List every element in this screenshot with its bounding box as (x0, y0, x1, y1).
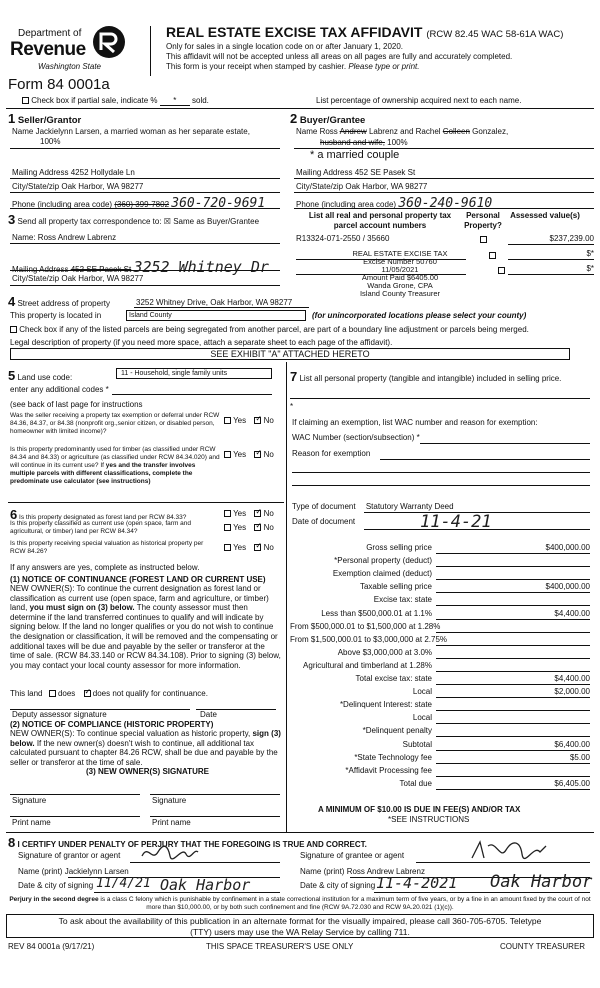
question-exemption: Was the seller receiving a property tax exemption or deferral under RCW 84.36, 84.37, or 84.38 (nonprofit org.,senior citizen, or disabled person, homeowner with limited income)? (10, 412, 220, 435)
seller-city: City/State/zip Oak Harbor, WA 98277 (12, 182, 144, 191)
notice1-body: NEW OWNER(S): To continue the current designation as forest land or classification as current use (open space, farm and agriculture, or timber) land, you must sign on (3) below. The county assessor must then determine if the land transferred continues to qualify and will indicate by signing below. If the land no longer qualifies or you do not wish to continue the designation or classification, it will be removed and the compensating or additional taxes will be due and payable by the seller or transferor at the time of sale. (RCW 84.33.140 or RCW 84.34.108). Prior to signing (3) below, you may contact your local county assessor for more information. (10, 584, 281, 670)
assessed-value-1: $237,239.00 (549, 234, 594, 243)
calc-label: Local (412, 687, 432, 697)
certify-heading: 8 I CERTIFY UNDER PENALTY OF PERJURY THAT THE FOREGOING IS TRUE AND CORRECT. (8, 835, 367, 850)
owner-signature-label-1: Signature (12, 796, 47, 805)
land-use-select[interactable]: 11 - Household, single family units (116, 368, 272, 379)
personal-checkbox-3[interactable] (498, 267, 505, 274)
partial-sale-row: Check box if partial sale, indicate % * sold. (22, 96, 209, 106)
availability-box: To ask about the availability of this publication in an alternate format for the visually impaired, please call 360-705-6705. Teletype (TTY) users may use the WA Relay Service by calling 711. (6, 914, 594, 938)
grantee-name: Name (print) Ross Andrew Labrenz (300, 867, 425, 876)
form-title: REAL ESTATE EXCISE TAX AFFIDAVIT (RCW 82.45 WAC 58-61A WAC) (166, 24, 564, 40)
parcel-header: List all real and personal property tax parcel account numbers (308, 211, 452, 230)
corr-address: Mailing Address 452 SE Pasek St 3252 Whitney Dr (12, 258, 269, 276)
q1-no[interactable] (254, 417, 261, 424)
q6b-no[interactable] (254, 524, 261, 531)
deputy-label: Deputy assessor signature (12, 710, 107, 719)
grantor-date-city: Date & city of signing (18, 881, 94, 890)
note-1: Only for sales in a single location code on or after January 1, 2020. (166, 42, 404, 51)
calc-value: $6,400.00 (554, 739, 590, 749)
owner-print-label-2: Print name (152, 818, 191, 827)
calc-label: *State Technology fee (354, 752, 432, 762)
additional-codes: enter any additional codes * (10, 385, 109, 394)
q6b-options: Yes ✓ No (224, 523, 274, 532)
corr-heading: 3 Send all property tax correspondence to: ☒ Same as Buyer/Grantee (8, 212, 260, 227)
note-2: This affidavit will not be accepted unless all areas on all pages are fully and accurately completed. (166, 52, 513, 61)
ownership-note: List percentage of ownership acquired next to each name. (316, 96, 522, 105)
seller-heading: 1 Seller/Grantor (8, 111, 82, 126)
agency-line1: Department of (18, 28, 82, 39)
q2-options: Yes ✓ No (224, 450, 274, 459)
see-instructions: *SEE INSTRUCTIONS (388, 815, 470, 824)
grantor-name: Name (print) Jackielynn Larsen (18, 867, 129, 876)
question-current-use: Is this property classified as current use (open space, farm and agricultural, or timber) land per RCW 84.34? (10, 520, 192, 535)
minimum-due: A MINIMUM OF $10.00 IS DUE IN FEE(S) AND/OR TAX (318, 805, 521, 814)
q6a-no[interactable] (254, 510, 261, 517)
treasurer-stamp: REAL ESTATE EXCISE TAX Excise Number 50760 11/05/2021 Amount Paid $6405.00 Wanda Grone, CPA Island County Treasurer (352, 249, 448, 298)
street-address-row: 4 Street address of property (8, 294, 110, 309)
calc-label: From $1,500,000.01 to $3,000,000 at 2.75% (290, 634, 448, 644)
personal-property-star: * (290, 402, 294, 411)
grantee-signature (470, 838, 550, 864)
calc-label: *Personal property (deduct) (334, 556, 432, 566)
perjury-notice: Perjury in the second degree is a class C felony which is punishable by confinement in a state correctional institution for a maximum term of five years, or by a fine in an amount fixed by the court of not more than $10,000.00, or by both such confinement and fine (RCW 9A.72.030 and RCW 9A.20.021 (1)(c)). (9, 896, 591, 911)
street-address-value: 3252 Whitney Drive, Oak Harbor, WA 98277 (136, 298, 293, 307)
personal-header: Personal Property? (464, 211, 502, 230)
buyer-heading: 2 Buyer/Grantee (290, 111, 366, 126)
calc-label: *Delinquent Interest: state (339, 700, 432, 710)
buyer-name: Name Ross Andrew Labrenz and Rachel Colleen Gonzalez, (296, 127, 509, 136)
buyer-city: City/State/zip Oak Harbor, WA 98277 (296, 182, 428, 191)
buyer-married: * a married couple (310, 149, 400, 161)
doc-date: Date of document (292, 517, 356, 526)
calc-value: $4,400.00 (554, 674, 590, 683)
form-number: Form 84 0001a (8, 76, 110, 93)
footer-space: THIS SPACE TREASURER'S USE ONLY (206, 942, 354, 951)
calc-label: Less than $500,000.01 at 1.1% (321, 608, 432, 618)
calc-label: *Affidavit Processing fee (345, 765, 432, 775)
grantor-date: 11/4/21 (96, 876, 151, 891)
reason-exemption: Reason for exemption (292, 449, 371, 458)
new-owner-heading: (3) NEW OWNER(S) SIGNATURE (86, 767, 209, 776)
notice1-heading: (1) NOTICE OF CONTINUANCE (FOREST LAND OR CURRENT USE) (10, 575, 266, 584)
calc-label: Total excise tax: state (355, 674, 432, 683)
revenue-logo-icon (92, 24, 126, 60)
owner-signature-label-2: Signature (152, 796, 187, 805)
deputy-date-label: Date (200, 710, 217, 719)
q2-no[interactable] (254, 451, 261, 458)
calc-value: $4,400.00 (554, 608, 590, 618)
q6c-yes[interactable] (224, 544, 231, 551)
q6c-options: Yes ✓ No (224, 543, 274, 552)
location-label: This property is located in (10, 311, 102, 320)
notice2-body: NEW OWNER(S): To continue special valuation as historic property, sign (3) below. If the new owner(s) doesn't wish to continue, all additional tax calculated pursuant to chapter 84.26 RCW, shall be due and payable by the seller or transferor at the time of sale. (10, 729, 281, 767)
calc-value: $400,000.00 (545, 582, 590, 592)
legal-description: SEE EXHIBIT "A" ATTACHED HERETO (10, 348, 570, 360)
grantee-city: Oak Harbor (490, 872, 593, 892)
q6c-no[interactable] (254, 544, 261, 551)
seller-name: Name Jackielynn Larsen, a married woman as her separate estate, (12, 127, 250, 136)
grantee-date: 11-4-2021 (376, 874, 458, 892)
calc-label: Excise tax: state (373, 595, 432, 605)
q6a-options: Yes ✓ No (224, 509, 274, 518)
wac-number: WAC Number (section/subsection) * (292, 433, 420, 442)
q2-yes[interactable] (224, 451, 231, 458)
segregated-row: Check box if any of the listed parcels are being segregated from another parcel, are part of a boundary line adjustment or parcels being merged. (10, 325, 529, 334)
seller-phone: Phone (including area code) (360) 399-7802 360-720-9691 (12, 196, 266, 211)
calc-label: Local (412, 713, 432, 723)
calc-label: Subtotal (402, 739, 432, 749)
exemption-label: If claiming an exemption, list WAC number and reason for exemption: (292, 418, 538, 427)
seller-pct: 100% (40, 137, 61, 146)
buyer-line2: husband and wife, 100% (320, 138, 408, 147)
buyer-address: Mailing Address 452 SE Pasek St (296, 168, 416, 177)
buyer-phone: Phone (including area code) 360-240-9610 (296, 196, 493, 211)
assessed-header: Assessed value(s) (510, 211, 580, 220)
segregated-checkbox[interactable] (10, 326, 17, 333)
calc-label: Exemption claimed (deduct) (332, 569, 432, 579)
q6b-yes[interactable] (224, 524, 231, 531)
personal-property-label: 7 List all personal property (tangible and intangible) included in selling price. (290, 369, 562, 384)
calc-label: Agricultural and timberland at 1.28% (303, 660, 432, 670)
calc-label: Above $3,000,000 at 3.0% (337, 647, 432, 657)
q1-yes[interactable] (224, 417, 231, 424)
personal-checkbox-1[interactable] (480, 236, 487, 243)
legal-label: Legal description of property (if you need more space, attach a separate sheet to each page of the affidavit). (10, 338, 393, 347)
corr-name: Name: Ross Andrew Labrenz (12, 233, 117, 242)
question-timber: Is this property predominantly used for timber (as classified under RCW 84.34 and 84.33) or agriculture (as classified under RCW 84.34.020) and will continue in its current use? If yes and the transfer involves multiple parcels with different classifications, complete the predominate use calculator (see instructions) (10, 446, 220, 485)
question-forest: 6 Is this property designated as forest land per RCW 84.33? (10, 507, 187, 522)
calc-value: $6,405.00 (554, 778, 590, 788)
grantor-sig-label: Signature of grantor or agent (18, 851, 121, 860)
owner-print-label-1: Print name (12, 818, 51, 827)
calc-value: $400,000.00 (545, 543, 590, 552)
grantor-city: Oak Harbor (160, 876, 251, 894)
footer-county: COUNTY TREASURER (500, 942, 586, 951)
question-historic: Is this property receiving special valuation as historical property per RCW 84.26? (10, 540, 204, 555)
calc-label: Total due (399, 778, 432, 788)
parcel-row-1: R13324-071-2550 / 35660 (296, 234, 390, 243)
location-note: (for unincorporated locations please select your county) (312, 311, 527, 320)
see-back-note: (see back of last page for instructions (10, 400, 143, 409)
continuance-row: This land does ✓ does not qualify for continuance. (10, 689, 208, 698)
agency-line3: Washington State (38, 62, 102, 71)
checked-mark-icon: ☒ (163, 217, 171, 226)
doc-type: Type of document Statutory Warranty Deed (292, 502, 454, 511)
q6a-yes[interactable] (224, 510, 231, 517)
calc-label: From $500,000.01 to $1,500,000 at 1.28% (290, 621, 441, 631)
does-checkbox[interactable] (49, 690, 56, 697)
assessed-value-2: $* (586, 249, 594, 258)
agency-line2: Revenue (10, 39, 86, 60)
partial-sale-checkbox[interactable] (22, 97, 29, 104)
note-3: This form is your receipt when stamped by cashier. Please type or print. (166, 62, 420, 71)
calc-label: Taxable selling price (359, 582, 432, 592)
grantor-signature (140, 842, 200, 864)
calc-label: *Delinquent penalty (362, 726, 432, 736)
calc-value: $5.00 (569, 752, 590, 762)
calc-value: $2,000.00 (554, 687, 590, 697)
assessed-value-3: $* (586, 264, 594, 273)
corr-city: City/State/zip Oak Harbor, WA 98277 (12, 274, 144, 283)
grantee-date-city: Date & city of signing (300, 881, 376, 890)
any-yes-note: If any answers are yes, complete as instructed below. (10, 563, 200, 572)
doc-date-value: 11-4-21 (420, 512, 492, 532)
grantee-sig-label: Signature of grantee or agent (300, 851, 405, 860)
notice2-heading: (2) NOTICE OF COMPLIANCE (HISTORIC PROPERTY) (10, 720, 214, 729)
land-use-row: 5 Land use code: (8, 368, 73, 383)
calc-label: Gross selling price (366, 543, 432, 552)
does-not-checkbox[interactable] (84, 690, 91, 697)
footer-rev: REV 84 0001a (9/17/21) (8, 942, 95, 951)
seller-address: Mailing Address 4252 Hollydale Ln (12, 168, 135, 177)
county-select[interactable]: Island County (126, 310, 306, 321)
q1-options: Yes ✓ No (224, 416, 274, 425)
personal-checkbox-2[interactable] (489, 252, 496, 259)
